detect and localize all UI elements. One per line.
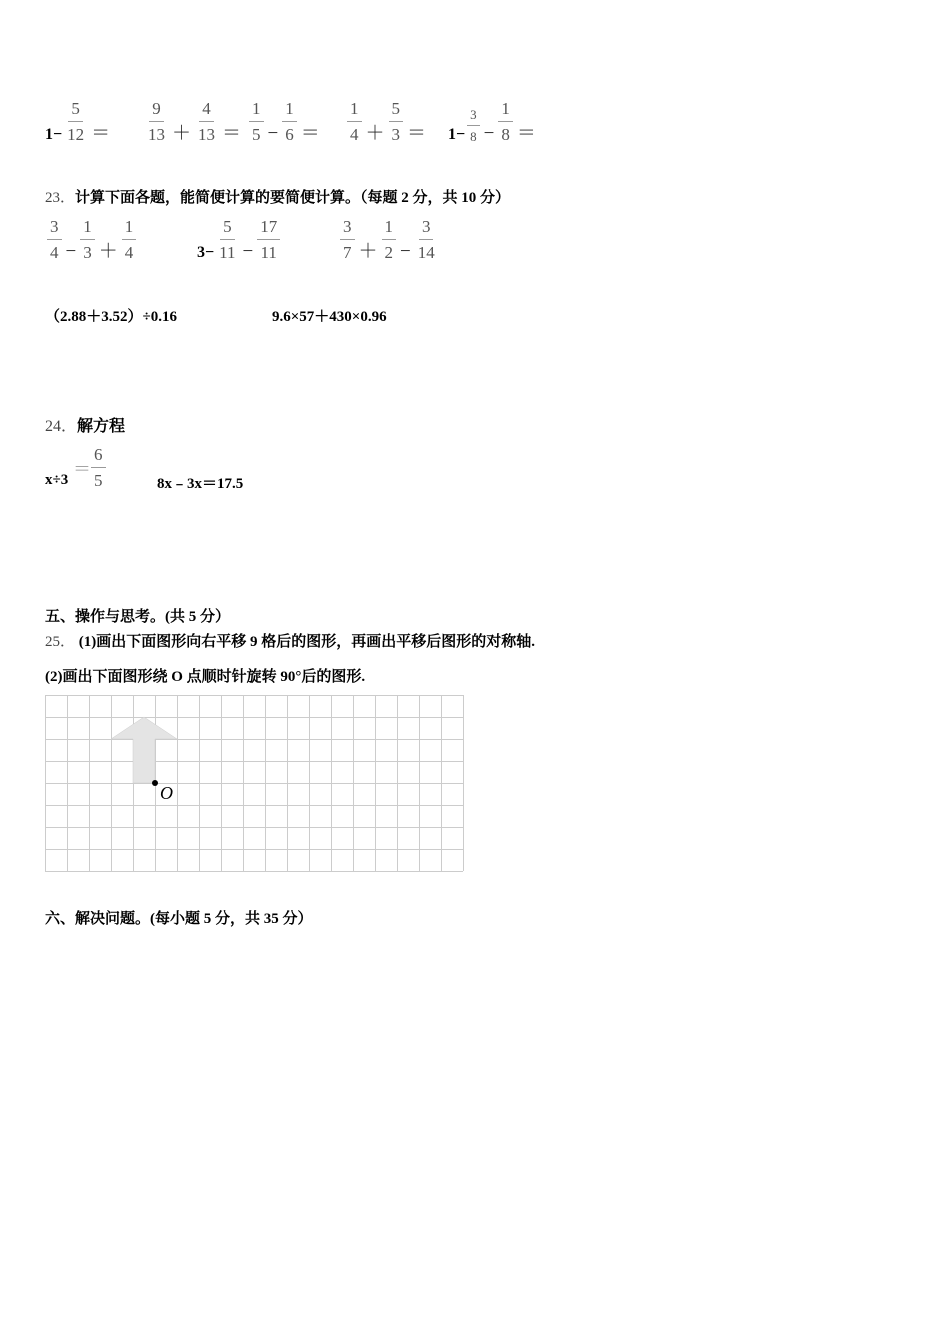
fraction: $\frac{1}{4}$ — [347, 100, 362, 143]
question-number: 23． — [45, 190, 76, 206]
expr-1-minus-3-8-minus-1-8 — [448, 100, 538, 143]
question-number: 25． — [45, 634, 76, 650]
equals: ＝ — [300, 123, 320, 144]
fraction: $\frac{1}{8}$ — [498, 100, 513, 143]
lead: 3− — [197, 244, 215, 261]
point-o — [152, 780, 158, 786]
fraction: $\frac{6}{5}$ — [91, 446, 106, 489]
q24-heading — [45, 413, 125, 436]
operator: − — [400, 241, 411, 262]
operator: ＋ — [365, 123, 385, 144]
question-title: 解方程 — [77, 418, 126, 435]
operator: − — [242, 241, 254, 262]
fraction: $\frac{1}{2}$ — [382, 218, 397, 261]
q25-part1 — [45, 630, 535, 651]
fraction: $\frac{5}{12}$ — [67, 99, 85, 144]
fraction: $\frac{17}{11}$ — [257, 218, 280, 261]
expr-1-minus-5-12 — [45, 100, 112, 143]
expr-1-5-minus-1-6 — [247, 100, 322, 143]
fraction: $\frac{3}{7}$ — [340, 218, 355, 261]
equals: ＝ — [91, 123, 111, 144]
fraction: $\frac{1}{6}$ — [282, 100, 297, 143]
fraction: $\frac{1}{5}$ — [249, 100, 264, 143]
fraction: $\frac{1}{4}$ — [122, 218, 137, 261]
eq1-equals: ＝ — [73, 459, 91, 479]
q23-expr-2 — [197, 218, 282, 261]
fraction: $\frac{4}{13}$ — [198, 99, 216, 144]
q23-expr-1 — [45, 218, 138, 261]
expr-1-4-plus-5-3 — [345, 100, 428, 143]
fraction: $\frac{3}{8}$ — [467, 108, 480, 143]
question-text: (1)画出下面图形向右平移 9 格后的图形，再画出平移后图形的对称轴. — [78, 634, 536, 650]
point-o-label: O — [160, 783, 173, 803]
eq2: 8x﹣3x＝17.5 — [157, 476, 244, 492]
fraction: $\frac{5}{3}$ — [389, 100, 404, 143]
equals: ＝ — [516, 123, 536, 144]
fraction: $\frac{3}{4}$ — [47, 218, 62, 261]
section-6-title: 六、解决问题。(每小题 5 分，共 35 分） — [45, 911, 313, 927]
question-number: 24． — [45, 418, 78, 435]
q23-expr-3 — [338, 218, 440, 261]
fraction: $\frac{5}{11}$ — [219, 217, 236, 262]
section-5-title: 五、操作与思考。(共 5 分） — [45, 609, 230, 625]
grid-lines — [45, 695, 464, 872]
fraction: $\frac{9}{13}$ — [148, 99, 165, 144]
q23-expr-5: 9.6×57＋430×0.96 — [272, 309, 387, 325]
expr-9-13-plus-4-13 — [143, 100, 243, 143]
q25-part2: (2)画出下面图形绕 O 点顺时针旋转 90°后的图形. — [45, 669, 366, 685]
operator: ＋ — [98, 241, 118, 262]
fraction: $\frac{3}{14}$ — [417, 217, 435, 262]
q23-expr-4: （2.88＋3.52）÷0.16 — [45, 309, 177, 325]
operator: ＋ — [358, 241, 378, 262]
eq1-left: x÷3 — [45, 472, 69, 488]
equals: ＝ — [222, 123, 242, 144]
lead: 1− — [448, 126, 466, 143]
question-title: 计算下面各题，能简便计算的要简便计算。（每题 2 分，共 10 分） — [75, 190, 511, 206]
eq1-fraction — [89, 446, 108, 489]
operator: − — [483, 123, 495, 144]
operator: − — [267, 123, 279, 144]
q23-heading — [45, 186, 510, 207]
equals: ＝ — [407, 123, 427, 144]
lead: 1− — [45, 126, 63, 143]
grid-figure — [45, 695, 465, 872]
arrow-shape — [111, 717, 177, 783]
operator: − — [65, 241, 77, 262]
operator: ＋ — [172, 123, 192, 144]
fraction: $\frac{1}{3}$ — [80, 218, 95, 261]
